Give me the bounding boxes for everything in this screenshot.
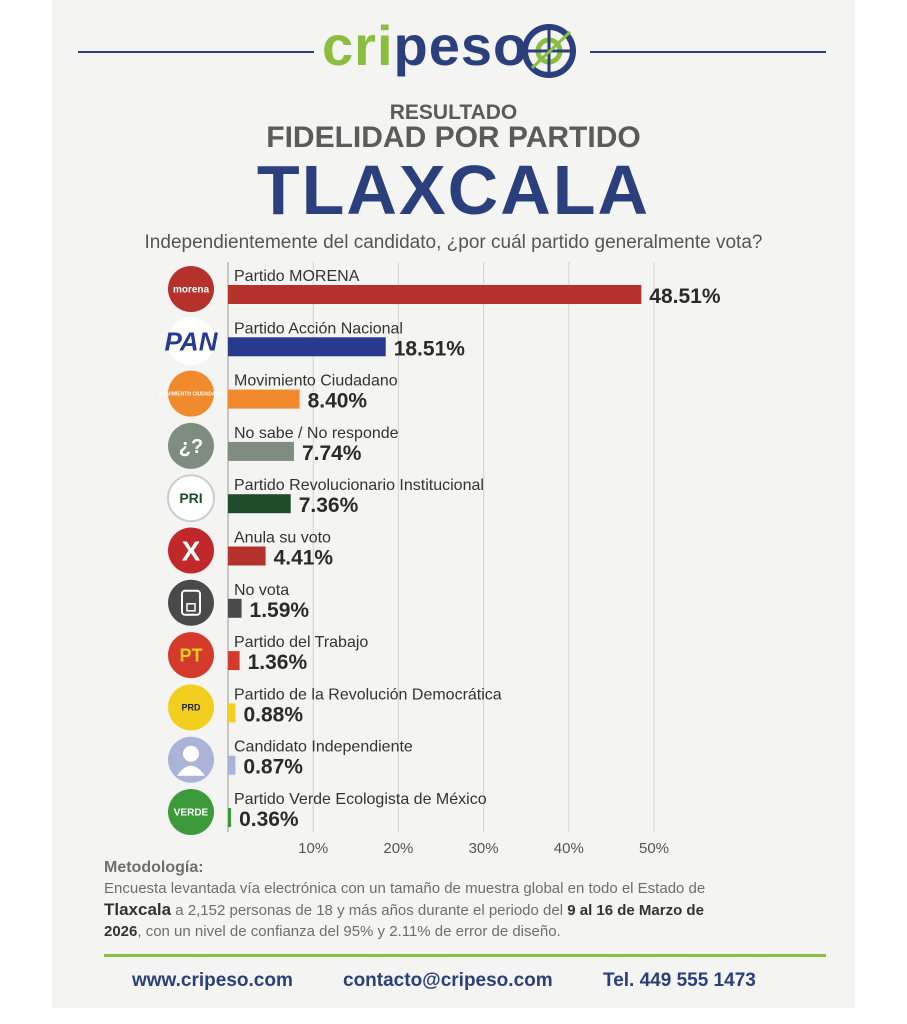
bar xyxy=(228,651,240,670)
morena-logo: morena xyxy=(172,284,210,296)
category-label: Partido de la Revolución Democrática xyxy=(234,686,502,704)
pt-logo: PT xyxy=(179,645,203,666)
cripeso-logo: cripeso xyxy=(322,14,582,86)
bar xyxy=(228,703,235,722)
bar xyxy=(228,390,300,409)
x-tick-label: 50% xyxy=(638,840,670,857)
data-label: 48.51% xyxy=(649,285,721,308)
question-icon: ¿? xyxy=(178,436,204,459)
bar xyxy=(228,756,235,775)
x-tick-label: 20% xyxy=(383,840,414,857)
data-label: 18.51% xyxy=(393,337,465,361)
bar xyxy=(228,808,231,827)
category-label: Movimiento Ciudadano xyxy=(234,372,398,390)
bar xyxy=(228,285,641,304)
category-label: Partido MORENA xyxy=(234,268,360,285)
title-fidelidad: FIDELIDAD POR PARTIDO xyxy=(266,121,641,154)
bar xyxy=(228,442,294,461)
bar xyxy=(228,337,386,356)
title-resultado: RESULTADO xyxy=(389,101,518,124)
methodology xyxy=(104,857,804,942)
data-label: 7.36% xyxy=(298,494,359,518)
data-label: 0.88% xyxy=(243,703,304,727)
category-label: No vota xyxy=(234,581,290,599)
footer-website[interactable]: www.cripeso.com xyxy=(132,970,293,991)
category-label: Candidato Independiente xyxy=(234,738,413,756)
category-label: Partido Acción Nacional xyxy=(234,320,403,338)
prd-logo: PRD xyxy=(181,702,201,713)
pan-logo: PAN xyxy=(164,326,218,357)
bar xyxy=(228,547,266,566)
category-label: Partido Verde Ecologista de México xyxy=(234,791,487,808)
footer-rule xyxy=(104,954,826,957)
methodology-heading: Metodología: xyxy=(104,859,204,876)
data-label: 0.87% xyxy=(243,755,303,779)
bar xyxy=(228,599,242,618)
data-label: 7.74% xyxy=(301,441,362,465)
verde-logo: VERDE xyxy=(173,807,209,819)
data-label: 1.36% xyxy=(247,651,308,675)
category-label: Partido Revolucionario Institucional xyxy=(234,477,484,495)
x-tick-label: 30% xyxy=(468,840,499,857)
category-label: Anula su voto xyxy=(234,529,331,547)
data-label: 1.59% xyxy=(249,598,310,622)
data-label: 8.40% xyxy=(307,389,368,413)
category-label: Partido del Trabajo xyxy=(234,634,369,652)
methodology-text: Encuesta levantada vía electrónica con un tamaño de muestra global en todo el Estado de Tlaxcala a 2,152 personas de 18 y más años durante el periodo del 9 al 16 de Marzo de 2026, con un nivel de confianza del 95% y 2.11% de error de diseño. xyxy=(104,880,706,940)
x-tick-label: 40% xyxy=(553,840,584,857)
title-state: TLAXCALA xyxy=(256,151,651,229)
bar xyxy=(228,494,291,513)
data-label: 0.36% xyxy=(239,808,299,831)
ballot-box-icon-bg xyxy=(168,580,214,626)
data-label: 4.41% xyxy=(273,546,334,570)
category-label: No sabe / No responde xyxy=(234,424,399,442)
footer-email[interactable]: contacto@cripeso.com xyxy=(343,970,553,991)
movimiento-ciudadano-logo: MOVIMIENTO CIUDADANO xyxy=(158,391,224,398)
survey-question: Independientemente del candidato, ¿por cuál partido generalmente vota? xyxy=(144,232,763,253)
pri-logo: PRI xyxy=(179,490,203,507)
x-tick-label: 10% xyxy=(298,840,329,857)
x-icon: X xyxy=(181,535,201,567)
footer-phone: Tel. 449 555 1473 xyxy=(603,970,756,991)
person-icon xyxy=(183,746,199,762)
